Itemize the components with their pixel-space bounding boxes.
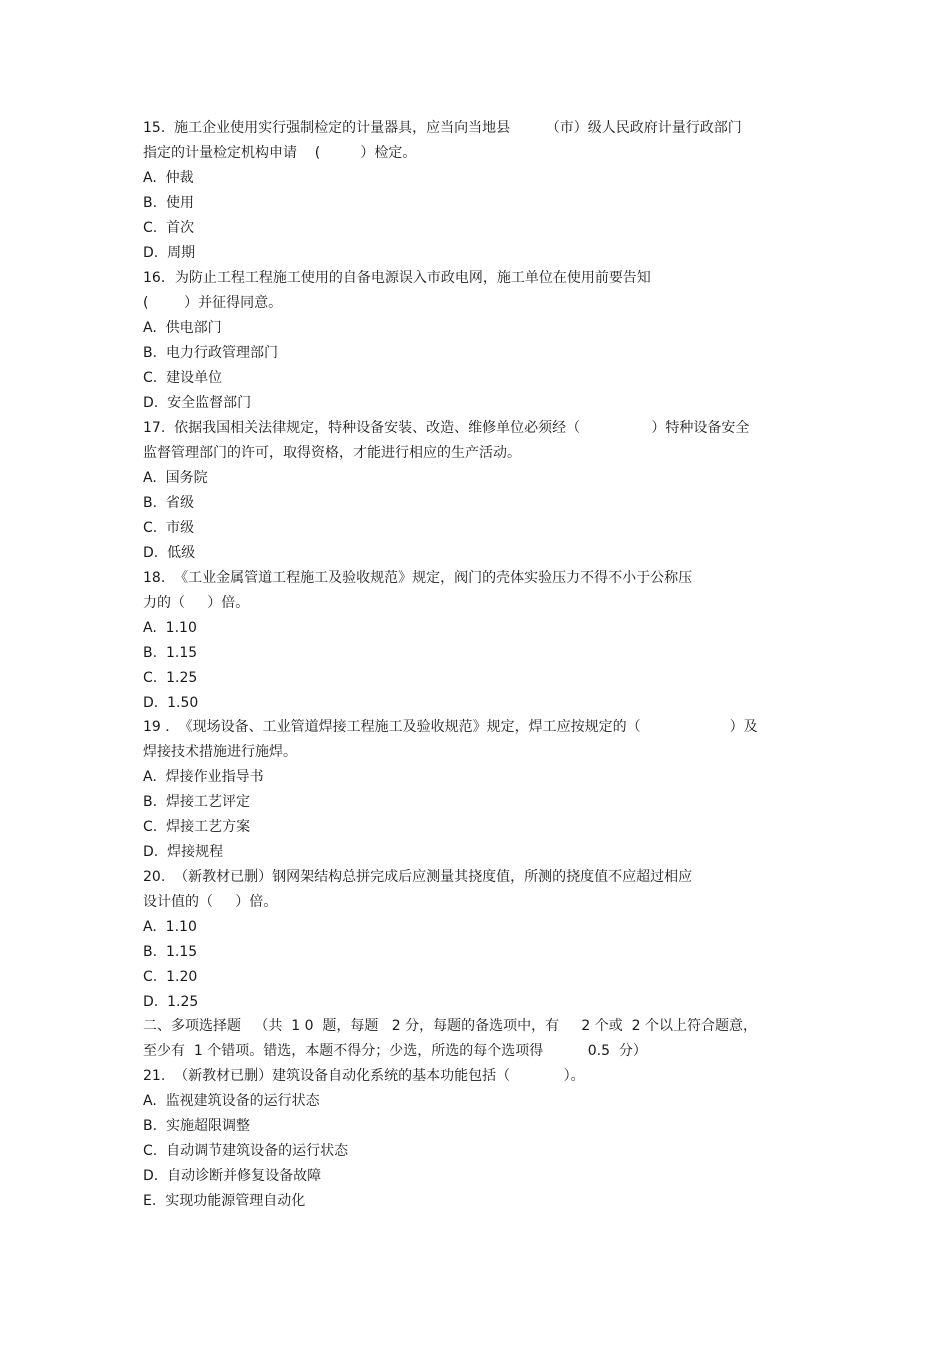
question-15-stem: 15. 施工企业使用实行强制检定的计量器具，应当向当地县 （市）级人民政府计量行政部门 (143, 120, 742, 136)
question-16-option-b: B. 电力行政管理部门 (143, 345, 278, 361)
question-20-option-a: A. 1.10 (143, 919, 197, 935)
question-21-stem: 21. （新教材已删）建筑设备自动化系统的基本功能包括（ ）。 (143, 1068, 585, 1084)
question-19-option-a: A. 焊接作业指导书 (143, 769, 264, 785)
question-17-option-d: D. 低级 (143, 545, 196, 561)
question-21-option-e: E. 实现功能源管理自动化 (143, 1193, 306, 1209)
question-15-option-a: A. 仲裁 (143, 170, 194, 186)
question-15-stem-cont: 指定的计量检定机构申请 ( ）检定。 (143, 145, 417, 161)
question-18-option-b: B. 1.15 (143, 645, 198, 661)
question-17-option-c: C. 市级 (143, 520, 195, 536)
question-19-option-d: D. 焊接规程 (143, 844, 224, 860)
question-20-option-b: B. 1.15 (143, 944, 198, 960)
question-20-stem-cont: 设计值的（ ）倍。 (143, 894, 278, 910)
question-16-option-d: D. 安全监督部门 (143, 395, 252, 411)
question-20-stem: 20. （新教材已删）钢网架结构总拼完成后应测量其挠度值，所测的挠度值不应超过相应 (143, 869, 693, 885)
question-19-stem: 19 . 《现场设备、工业管道焊接工程施工及验收规范》规定，焊工应按规定的（ ）及 (143, 719, 758, 735)
question-17-option-b: B. 省级 (143, 495, 194, 511)
question-18-stem: 18. 《工业金属管道工程施工及验收规范》规定，阀门的壳体实验压力不得不小于公称压 (143, 570, 693, 586)
question-21-option-c: C. 自动调节建筑设备的运行状态 (143, 1143, 349, 1159)
question-21-option-d: D. 自动诊断并修复设备故障 (143, 1168, 322, 1184)
question-17-option-a: A. 国务院 (143, 470, 208, 486)
question-21-option-a: A. 监视建筑设备的运行状态 (143, 1093, 320, 1109)
question-17-stem-cont: 监督管理部门的许可，取得资格，才能进行相应的生产活动。 (143, 445, 521, 461)
question-20-option-d: D. 1.25 (143, 994, 199, 1010)
question-20-option-c: C. 1.20 (143, 969, 198, 985)
question-18-option-a: A. 1.10 (143, 620, 197, 636)
question-19-stem-cont: 焊接技术措施进行施焊。 (143, 744, 297, 760)
section-heading-multiple-choice-cont: 至少有 1 个错项。错选，本题不得分；少选，所选的每个选项得 0.5 分） (143, 1043, 647, 1059)
question-16-stem: 16．为防止工程工程施工使用的自备电源误入市政电网，施工单位在使用前要告知 (143, 270, 651, 286)
question-15-option-d: D. 周期 (143, 245, 196, 261)
question-21-option-b: B. 实施超限调整 (143, 1118, 250, 1134)
question-18-option-d: D. 1.50 (143, 695, 199, 711)
question-18-stem-cont: 力的（ ）倍。 (143, 595, 250, 611)
question-15-option-c: C. 首次 (143, 220, 195, 236)
question-16-option-c: C. 建设单位 (143, 370, 223, 386)
question-18-option-c: C. 1.25 (143, 670, 198, 686)
question-15-option-b: B. 使用 (143, 195, 194, 211)
question-16-stem-cont: ( ）并征得同意。 (143, 295, 283, 311)
question-19-option-c: C. 焊接工艺方案 (143, 819, 251, 835)
section-heading-multiple-choice: 二、多项选择题 （共 1 0 题，每题 2 分，每题的备选项中，有 2 个或 2 个以上符合题意， (143, 1018, 757, 1034)
question-16-option-a: A. 供电部门 (143, 320, 222, 336)
question-17-stem: 17. 依据我国相关法律规定，特种设备安装、改造、维修单位必须经（ ）特种设备安全 (143, 420, 750, 436)
question-19-option-b: B. 焊接工艺评定 (143, 794, 250, 810)
